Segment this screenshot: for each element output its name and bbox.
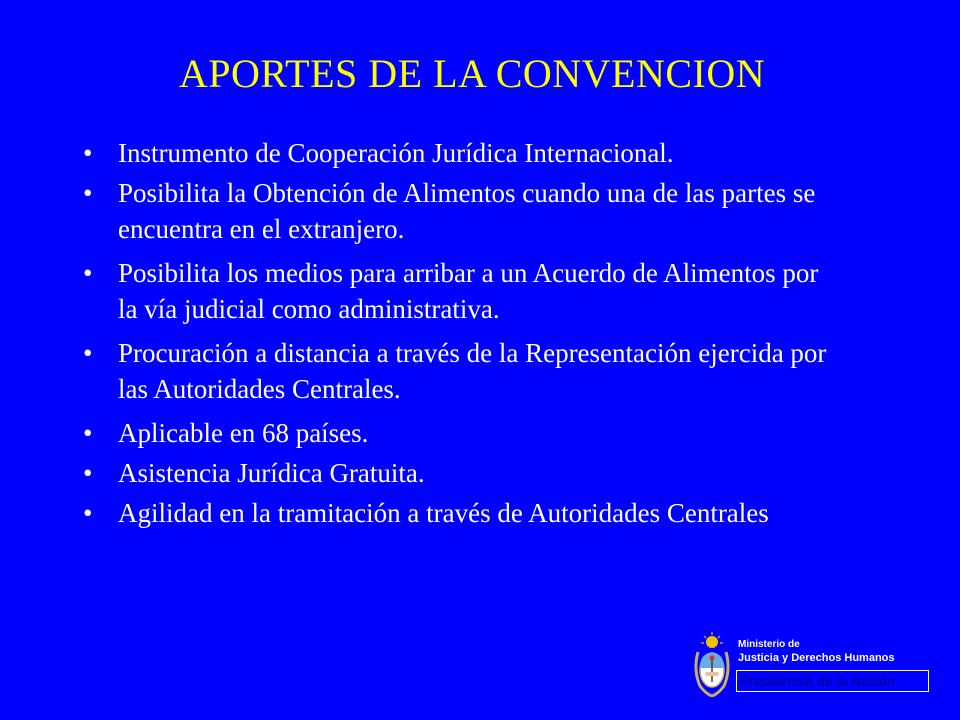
bullet-list [83,135,843,539]
bullet-text: Asistencia Jurídica Gratuita. [118,458,425,488]
bullet-marker: • [83,418,93,448]
bullet-text: Aplicable en 68 países. [118,418,369,448]
bullet-marker: • [83,338,93,368]
logo-ministry-name: Justicia y Derechos Humanos [738,652,895,664]
logo-ministry-label: Ministerio de [738,639,800,650]
bullet-text: Posibilita los medios para arribar a un Acuerdo de Alimentos por la vía judicial como administrativa. [118,258,819,324]
bullet-text: Posibilita la Obtención de Alimentos cuando una de las partes se encuentra en el extranjero. [118,178,816,244]
bullet-marker: • [83,258,93,288]
bullet-item [83,495,843,531]
bullet-marker: • [83,458,93,488]
logo-presidency-label: Presidencia de la Nación [740,673,895,689]
bullet-item [83,135,843,171]
ministry-logo [692,630,932,698]
bullet-item [83,175,843,247]
argentina-coat-of-arms-icon [692,630,732,698]
bullet-item [83,455,843,491]
bullet-marker: • [83,178,93,208]
bullet-item [83,255,843,327]
bullet-text: Procuración a distancia a través de la Representación ejercida por las Autoridades Centrales. [118,338,827,404]
bullet-text: Instrumento de Cooperación Jurídica Internacional. [118,138,674,168]
slide-title: APORTES DE LA CONVENCION [178,51,766,96]
bullet-item [83,335,843,407]
bullet-marker: • [83,138,93,168]
bullet-text: Agilidad en la tramitación a través de Autoridades Centrales [118,498,769,528]
bullet-item [83,415,843,451]
bullet-marker: • [83,498,93,528]
